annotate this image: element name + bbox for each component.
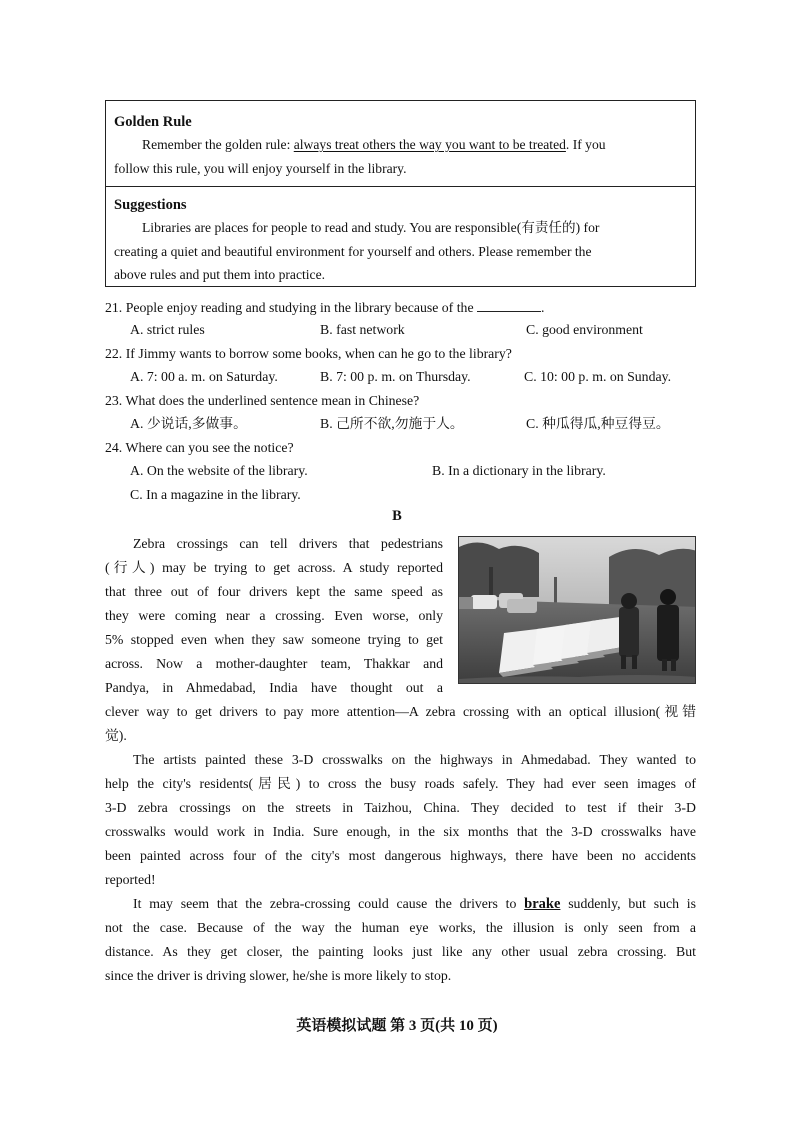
option-23a: A. 少说话,多做事。 <box>130 416 247 431</box>
p1-line-8: clever way to get drivers to pay more attention—A zebra crossing with an optical illusion(视错 <box>105 704 696 719</box>
brake-word: brake <box>524 896 561 912</box>
option-21a: A. strict rules <box>130 322 205 337</box>
question-23: 23. What does the underlined sentence mean in Chinese? <box>105 393 420 408</box>
p3-line-4: since the driver is driving slower, he/she is more likely to stop. <box>105 968 452 983</box>
option-24a: A. On the website of the library. <box>130 463 308 478</box>
p3-line-1-pre: It may seem that the zebra-crossing could cause the drivers to <box>133 896 525 911</box>
p3-line-1-post: suddenly, but such is <box>560 896 696 911</box>
p2-line-4: crosswalks would work in India. Sure enough, in the six months that the 3-D crosswalks have <box>105 824 696 839</box>
golden-rule-line2: follow this rule, you will enjoy yourself in the library. <box>114 160 407 176</box>
suggestions-line3: above rules and put them into practice. <box>114 267 326 282</box>
p1-line-2: (行人) may be trying to get across. A study reported <box>105 560 443 575</box>
p2-line-1: The artists painted these 3-D crosswalks on the highways in Ahmedabad. They wanted to <box>133 752 696 767</box>
answer-blank <box>477 297 541 312</box>
question-21 <box>105 297 545 318</box>
passage-b-paragraph-2 <box>105 748 696 892</box>
crosswalk-photo <box>458 536 696 684</box>
option-22a: A. 7: 00 a. m. on Saturday. <box>130 369 278 384</box>
question-21-end: . <box>541 300 545 315</box>
golden-rule-pre: Remember the golden rule: <box>142 137 294 152</box>
p3-line-3: distance. As they get closer, the painting looks just like any other usual zebra crossing. But <box>105 944 696 959</box>
golden-rule-post: . If you <box>565 137 606 152</box>
p2-line-5: been painted across four of the city's most dangerous highways, there have been no accidents <box>105 848 696 863</box>
passage-b-paragraph-1 <box>105 532 443 700</box>
underlined-sentence: always treat others the way you want to be treated <box>293 137 566 152</box>
suggestions-text <box>114 216 687 287</box>
option-23c: C. 种瓜得瓜,种豆得豆。 <box>526 416 670 431</box>
p1-line-6: across. Now a mother-daughter team, Thakkar and <box>105 656 443 671</box>
suggestions-title: Suggestions <box>114 197 187 213</box>
passage-b-paragraph-1-cont <box>105 700 696 748</box>
option-24b: B. In a dictionary in the library. <box>432 463 606 478</box>
option-22b: B. 7: 00 p. m. on Thursday. <box>320 369 471 384</box>
p1-line-9: 觉). <box>105 728 127 743</box>
question-22: 22. If Jimmy wants to borrow some books, when can he go to the library? <box>105 346 512 361</box>
golden-rule-text <box>114 133 687 180</box>
p2-line-2: help the city's residents(居民) to cross the busy roads safely. They had ever seen images of <box>105 776 696 791</box>
page-footer: 英语模拟试题 第 3 页(共 10 页) <box>296 1018 498 1034</box>
suggestions-line1: Libraries are places for people to read and study. You are responsible(有责任的) for <box>142 220 600 235</box>
question-24: 24. Where can you see the notice? <box>105 440 294 455</box>
option-21b: B. fast network <box>320 322 405 337</box>
golden-rule-section <box>106 101 695 187</box>
suggestions-section <box>106 187 695 286</box>
p1-line-4: they were coming near a crossing. Even worse, only <box>105 608 443 623</box>
option-23b: B. 己所不欲,勿施于人。 <box>320 416 464 431</box>
p1-line-3: that three out of four drivers kept the same speed as <box>105 584 443 599</box>
option-21c: C. good environment <box>526 322 643 337</box>
p1-line-7: Pandya, in Ahmedabad, India have thought out a <box>105 680 443 695</box>
option-24c: C. In a magazine in the library. <box>130 487 301 502</box>
p1-line-1: Zebra crossings can tell drivers that pedestrians <box>133 536 443 551</box>
p1-line-5: 5% stopped even when they saw someone trying to get <box>105 632 443 647</box>
notice-box <box>105 100 696 287</box>
p2-line-6: reported! <box>105 872 156 887</box>
passage-b-paragraph-3 <box>105 892 696 988</box>
suggestions-line2: creating a quiet and beautiful environment for yourself and others. Please remember the <box>114 243 592 259</box>
option-22c: C. 10: 00 p. m. on Sunday. <box>524 369 672 384</box>
golden-rule-title: Golden Rule <box>114 114 192 130</box>
p3-line-1 <box>105 892 696 916</box>
p3-line-2: not the case. Because of the way the human eye works, the illusion is only seen from a <box>105 920 696 935</box>
question-21-stem: 21. People enjoy reading and studying in the library because of the <box>105 300 474 315</box>
section-b-label: B <box>392 508 402 524</box>
p2-line-3: 3-D zebra crossings on the streets in Taizhou, China. They decided to test if their 3-D <box>105 800 696 815</box>
